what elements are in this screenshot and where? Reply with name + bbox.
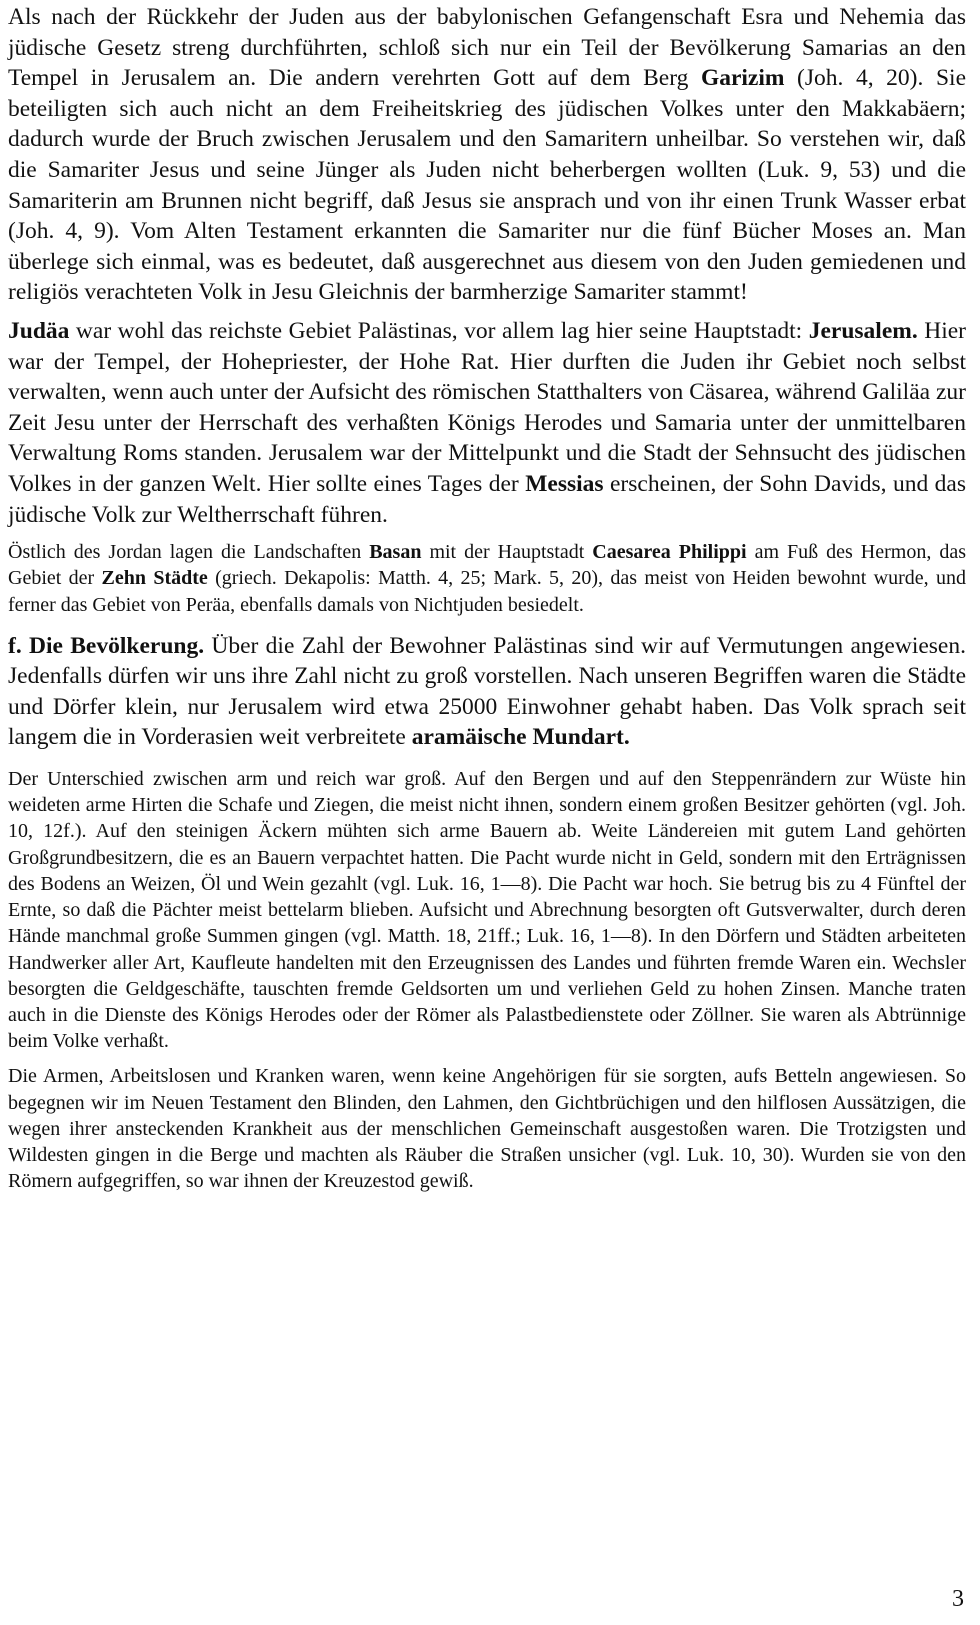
text-run: erscheinen, der Sohn Davids, und das jüdische Volk zur Weltherrschaft führen. [8, 470, 966, 528]
bold-term: Jerusalem. [808, 317, 918, 344]
bold-term: Caesarea Philippi [592, 541, 747, 564]
paragraph-samaritaner [8, 2, 966, 308]
bold-term: Basan [369, 541, 422, 564]
text-run: (griech. Dekapolis: Matth. 4, 25; Mark. 5, 20), das meist von Heiden bewohnt wurde, und ferner das Gebiet von Peräa, ebenfalls damals von Nichtjuden besiedelt. [8, 567, 967, 616]
paragraph-jordan [8, 539, 966, 618]
text-run: Östlich des Jordan lagen die Landschaften [8, 541, 370, 564]
document-page [8, 2, 966, 1194]
text-run: Hier war der Tempel, der Hohepriester, der Hohe Rat. Hier durften die Juden ihr Gebiet noch selbst verwalten, wenn auch unter der Aufsicht des römischen Statthalters von Cäsarea, während Galiläa zur Zeit Jesu unter der Herrschaft des verhaßten Königs Herodes und Samaria unter der unmittelbaren Verwaltung Roms standen. Jerusalem war der Mittelpunkt und die Stadt der Sehnsucht des jüdischen Volkes in der ganzen Welt. Hier sollte eines Tages der [8, 317, 966, 497]
paragraph-judaea [8, 316, 966, 530]
bold-term: Zehn Städte [101, 567, 208, 590]
paragraph-bevoelkerung [8, 631, 966, 753]
bold-term: Messias [525, 470, 604, 497]
text-run: war wohl das reichste Gebiet Palästinas, vor allem lag hier seine Hauptstadt: [69, 317, 809, 344]
text-run: mit der Hauptstadt [421, 541, 593, 564]
bold-term: aramäische Mundart. [411, 724, 630, 751]
text-run: Die Armen, Arbeitslosen und Kranken waren, wenn keine Angehörigen für sie sorgten, aufs Betteln angewiesen. So begegnen wir im Neuen Testament den Blinden, den Lahmen, den Gichtbrüchigen und den hilflosen Aussätzigen, die wegen ihrer ansteckenden Krankheit aus der menschlichen Gemeinschaft ausgestoßen waren. Die Trotzigsten und Wildesten gingen in die Berge und machten als Räuber die Straßen unsicher (vgl. Luk. 10, 30). Wurden sie von den Römern aufgegriffen, so war ihnen der Kreuzestod gewiß. [8, 1065, 966, 1193]
text-run: Als nach der Rückkehr der Juden aus der babylonischen Gefangenschaft Esra und Nehemia das jüdische Gesetz streng durchführten, schloß sich nur ein Teil der Bevölkerung Samarias an den Tempel in Jerusalem an. Die andern verehrten Gott auf dem Berg [8, 4, 966, 92]
page-number: 3 [952, 1586, 964, 1612]
paragraph-armen [8, 1063, 966, 1194]
bold-term: f. Die Bevölkerung. [8, 632, 205, 659]
text-run: am Fuß des Hermon, das Gebiet der [8, 541, 966, 590]
paragraph-arm-reich [8, 766, 966, 1054]
text-run: (Joh. 4, 20). Sie beteiligten sich auch nicht an dem Freiheitskrieg des jüdischen Volkes unter den Makkabäern; dadurch wurde der Bruch zwischen Jerusalem und den Samaritern unheilbar. So verstehen wir, daß die Samariter Jesus und seine Jünger als Juden nicht beherbergen wollten (Luk. 9, 53) und die Samariterin am Brunnen nicht begriff, daß Jesus sie ansprach und von ihr einen Trunk Wasser erbat (Joh. 4, 9). Vom Alten Testament erkannten die Samariter nur die fünf Bücher Moses an. Man überlege sich einmal, was es bedeutet, daß ausgerechnet aus diesem von den Juden gemiedenen und religiös verachteten Volk in Jesu Gleichnis der barmherzige Samariter stammt! [8, 65, 966, 306]
text-run: Über die Zahl der Bewohner Palästinas sind wir auf Vermutungen angewiesen. Jedenfalls dürfen wir uns ihre Zahl nicht zu groß vorstellen. Nach unseren Begriffen waren die Städte und Dörfer klein, nur Jerusalem wird etwa 25000 Einwohner gehabt haben. Das Volk sprach seit langem die in Vorderasien weit verbreitete [8, 632, 966, 751]
bold-term: Garizim [700, 65, 785, 92]
bold-term: Judäa [8, 317, 70, 344]
text-run: Der Unterschied zwischen arm und reich war groß. Auf den Bergen und auf den Steppenrändern zur Wüste hin weideten arme Hirten die Schafe und Ziegen, die meist nicht ihnen, sondern einem großen Besitzer gehörten (vgl. Joh. 10, 12f.). Auf den steinigen Äckern mühten sich arme Bauern ab. Weite Ländereien mit gutem Land gehörten Großgrundbesitzern, die es an Bauern verpachtet hatten. Die Pacht wurde nicht in Geld, sondern mit den Erträgnissen des Bodens an Weizen, Öl und Wein gezahlt (vgl. Luk. 16, 1—8). Die Pacht war hoch. Sie betrug bis zu 4 Fünftel der Ernte, so daß die Pächter meist bettelarm blieben. Aufsicht und Abrechnung besorgten oft Gutsverwalter, durch deren Hände manchmal große Summen gingen (vgl. Matth. 18, 21ff.; Luk. 16, 1—8). In den Dörfern und Städten arbeiteten Handwerker aller Art, Kaufleute handelten mit den Erzeugnissen des Landes und führten fremde Waren ein. Wechsler besorgten die Geldgeschäfte, tauschten fremde Geldsorten um und verliehen Geld zu hohen Zinsen. Manche traten auch in die Dienste des Königs Herodes oder der Römer als Palastbedienstete oder Zöllner. Sie waren als Abtrünnige beim Volke verhaßt. [8, 768, 966, 1053]
